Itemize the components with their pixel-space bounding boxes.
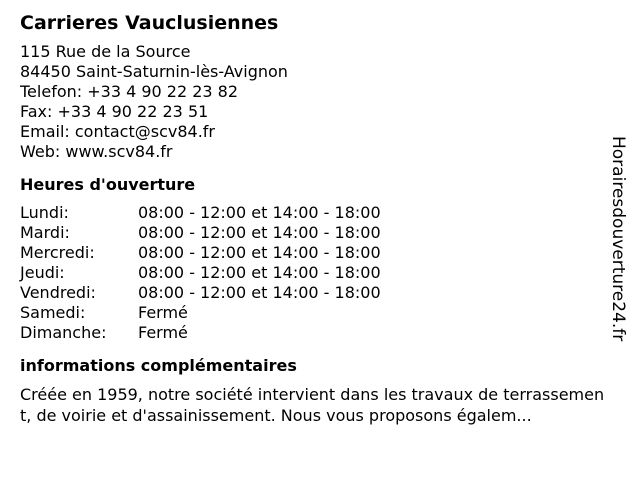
hours-row — [20, 243, 610, 263]
hours-time: 08:00 - 12:00 et 14:00 - 18:00 — [138, 243, 381, 262]
hours-time: 08:00 - 12:00 et 14:00 - 18:00 — [138, 203, 381, 222]
address-street: 115 Rue de la Source — [20, 42, 191, 61]
hours-day: Dimanche: — [20, 323, 107, 342]
website: Web: www.scv84.fr — [20, 142, 173, 161]
hours-day: Jeudi: — [20, 263, 65, 282]
business-card — [20, 10, 610, 426]
info-text: Créée en 1959, notre société intervient dans les travaux de terrassement, de voirie et d'assainissement. Nous vous proposons égalem... — [20, 385, 605, 425]
hours-time: Fermé — [138, 303, 188, 322]
hours-row — [20, 323, 610, 343]
address-block — [20, 42, 610, 162]
hours-row — [20, 303, 610, 323]
hours-row — [20, 263, 610, 283]
email-address: Email: contact@scv84.fr — [20, 122, 215, 141]
hours-row — [20, 283, 610, 303]
hours-day: Vendredi: — [20, 283, 96, 302]
hours-time: 08:00 - 12:00 et 14:00 - 18:00 — [138, 283, 381, 302]
hours-row — [20, 203, 610, 223]
hours-day: Samedi: — [20, 303, 86, 322]
watermark-text: Horairesdouverture24.fr — [608, 136, 628, 342]
fax-number: Fax: +33 4 90 22 23 51 — [20, 102, 209, 121]
phone-number: Telefon: +33 4 90 22 23 82 — [20, 82, 239, 101]
hours-table — [20, 203, 610, 343]
hours-time: Fermé — [138, 323, 188, 342]
business-name: Carrieres Vauclusiennes — [20, 12, 279, 34]
hours-day: Mardi: — [20, 223, 70, 242]
address-city: 84450 Saint-Saturnin-lès-Avignon — [20, 62, 288, 81]
info-title: informations complémentaires — [20, 356, 297, 375]
hours-time: 08:00 - 12:00 et 14:00 - 18:00 — [138, 263, 381, 282]
hours-day: Mercredi: — [20, 243, 95, 262]
hours-time: 08:00 - 12:00 et 14:00 - 18:00 — [138, 223, 381, 242]
hours-row — [20, 223, 610, 243]
hours-title: Heures d'ouverture — [20, 175, 196, 194]
hours-day: Lundi: — [20, 203, 69, 222]
